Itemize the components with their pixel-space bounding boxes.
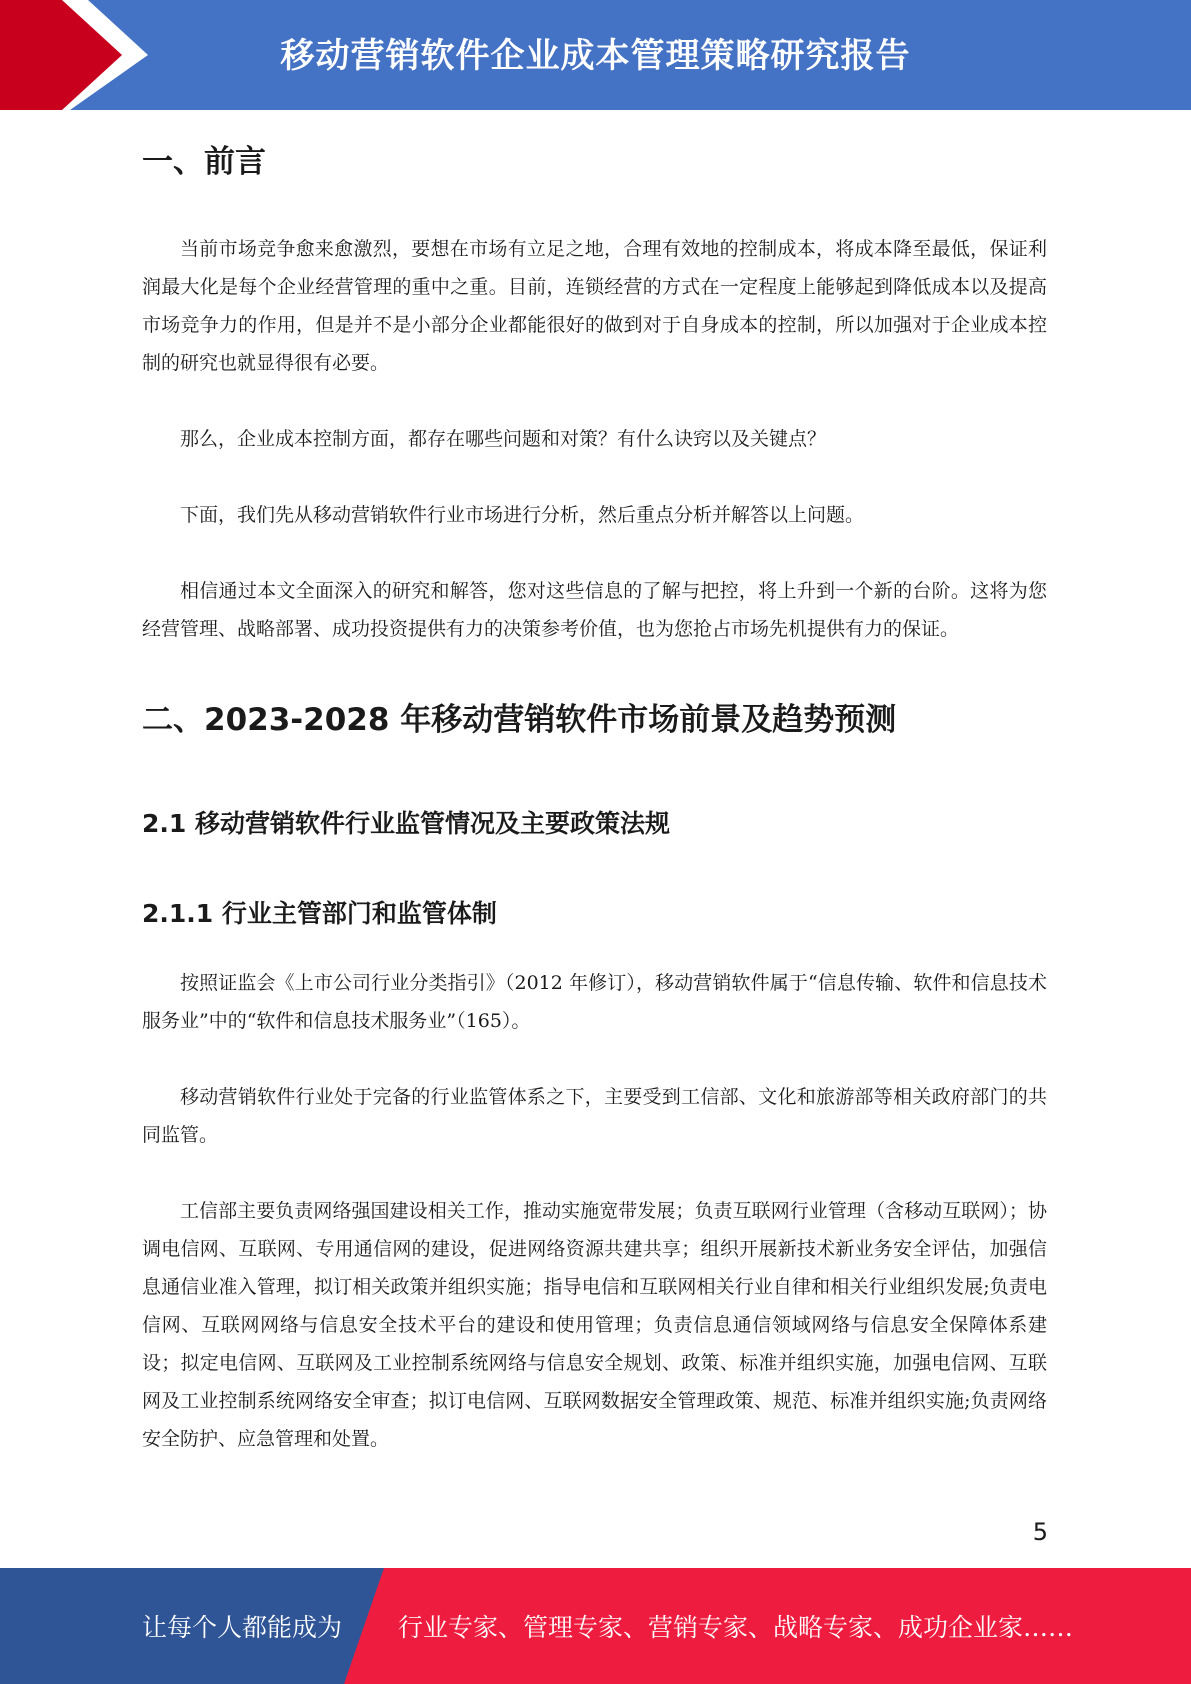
paragraph: 相信通过本文全面深入的研究和解答，您对这些信息的了解与把控，将上升到一个新的台阶。这将为您经营管理、战略部署、成功投资提供有力的决策参考价值，也为您抢占市场先机提供有力的保证。 [142,580,1047,640]
paragraph: 移动营销软件行业处于完备的行业监管体系之下，主要受到工信部、文化和旅游部等相关政府部门的共同监管。 [142,1086,1047,1146]
section-heading-forecast: 二、2023-2028 年移动营销软件市场前景及趋势预测 [142,702,897,738]
section-heading-preface: 一、前言 [142,144,266,180]
page-number: 5 [1032,1518,1048,1546]
paragraph: 当前市场竞争愈来愈激烈，要想在市场有立足之地，合理有效地的控制成本，将成本降至最低，保证利润最大化是每个企业经营管理的重中之重。目前，连锁经营的方式在一定程度上能够起到降低成本以及提高市场竞争力的作用，但是并不是小部分企业都能很好的做到对于自身成本的控制，所以加强对于企业成本控制的研究也就显得很有必要。 [142,238,1047,374]
report-title: 移动营销软件企业成本管理策略研究报告 [280,35,911,76]
header-arrow-decoration [0,0,160,110]
paragraph: 工信部主要负责网络强国建设相关工作，推动实施宽带发展；负责互联网行业管理（含移动互联网）；协调电信网、互联网、专用通信网的建设，促进网络资源共建共享；组织开展新技术新业务安全评估，加强信息通信业准入管理，拟订相关政策并组织实施；指导电信和互联网相关行业自律和相关行业组织发展;负责电信网、互联网网络与信息安全技术平台的建设和使用管理；负责信息通信领域网络与信息安全保障体系建设；拟定电信网、互联网及工业控制系统网络与信息安全规划、政策、标准并组织实施，加强电信网、互联网及工业控制系统网络安全审查；拟订电信网、互联网数据安全管理政策、规范、标准并组织实施;负责网络安全防护、应急管理和处置。 [142,1200,1047,1450]
page-header [0,0,1191,110]
page-footer [0,1568,1191,1684]
subsection-heading-2-1-1: 2.1.1 行业主管部门和监管体制 [142,899,497,928]
subsection-heading-2-1: 2.1 移动营销软件行业监管情况及主要政策法规 [142,809,670,838]
page-content [142,136,1047,1458]
paragraph: 下面，我们先从移动营销软件行业市场进行分析，然后重点分析并解答以上问题。 [180,504,865,526]
paragraph: 按照证监会《上市公司行业分类指引》（2012 年修订），移动营销软件属于“信息传输、软件和信息技术服务业”中的“软件和信息技术服务业”（165）。 [142,972,1047,1032]
footer-slogan-left: 让每个人都能成为 [142,1613,343,1642]
footer-slogan-right: 行业专家、管理专家、营销专家、战略专家、成功企业家…… [398,1613,1074,1642]
paragraph: 那么，企业成本控制方面，都存在哪些问题和对策？有什么诀窍以及关键点？ [180,428,827,450]
